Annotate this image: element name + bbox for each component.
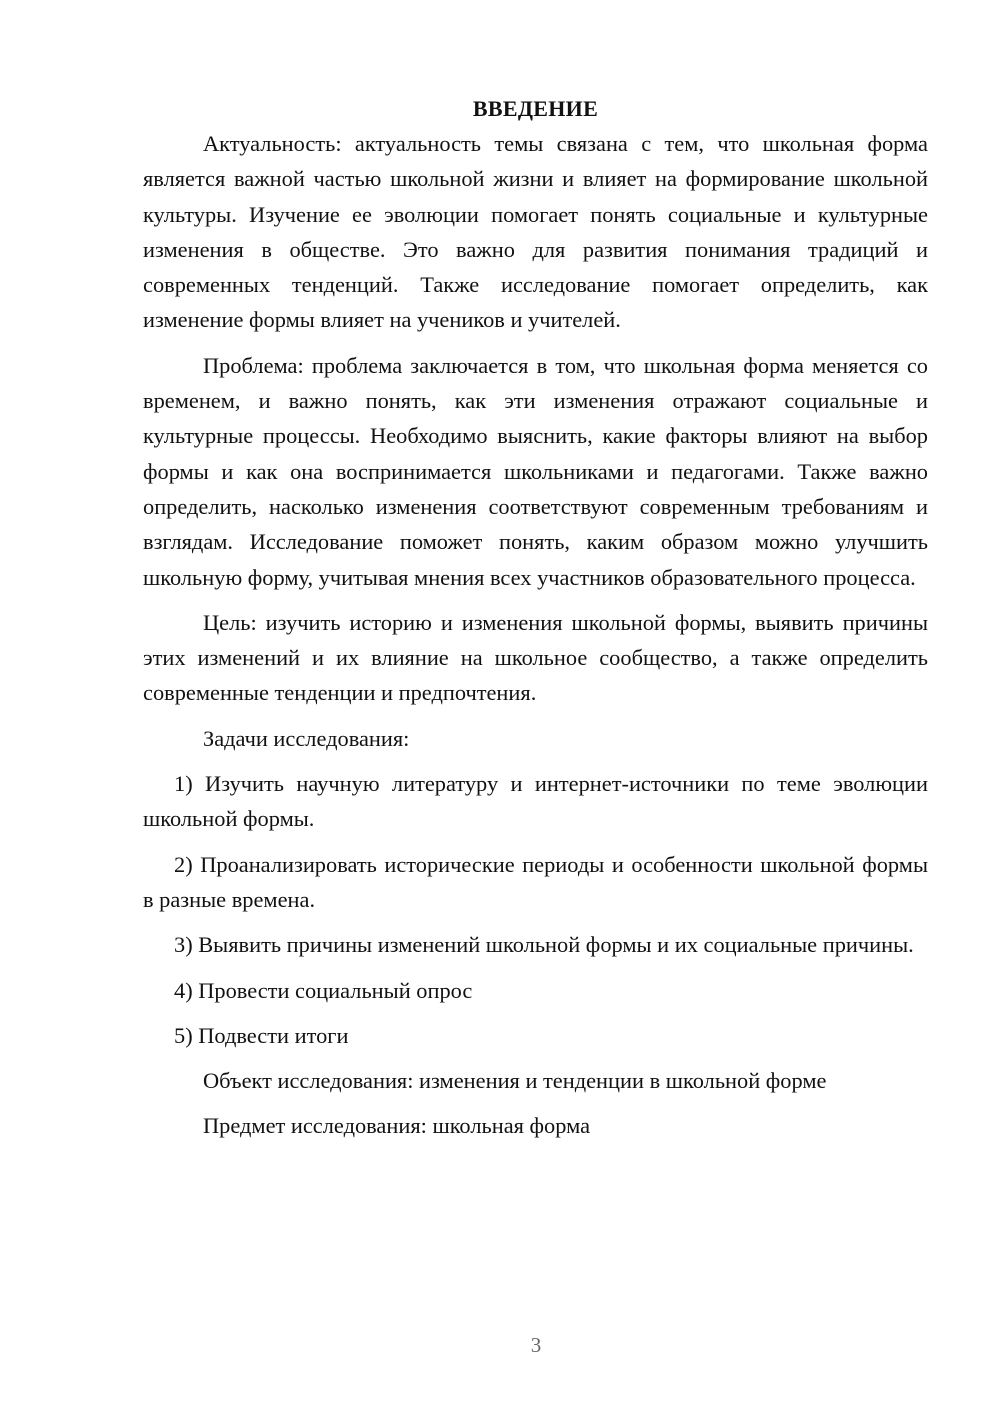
section-title: ВВЕДЕНИЕ (472, 96, 599, 121)
problem-paragraph: Проблема: проблема заключается в том, что школьная форма меняется со временем, и важно понять, как эти изменения отражают социальные и культурные процессы. Необходимо выяснить, какие факторы влияют на выбор формы и как она воспринимается школьниками и педагогами. Также важно определить, насколько изменения соответствуют современным требованиям и взглядам. Исследование поможет понять, каким образом можно улучшить школьную форму, учитывая мнения всех участников образовательного процесса. (143, 352, 928, 590)
relevance-paragraph: Актуальность: актуальность темы связана с тем, что школьная форма является важной частью школьной жизни и влияет на формирование школьной культуры. Изучение ее эволюции помогает понять социальные и культурные изменения в обществе. Это важно для развития понимания традиций и современных тенденций. Также исследование помогает определить, как изменение формы влияет на учеников и учителей. (143, 131, 928, 333)
task-item-4: 4) Провести социальный опрос (174, 977, 473, 1003)
goal-paragraph: Цель: изучить историю и изменения школьной формы, выявить причины этих изменений и их влияние на школьное сообщество, а также определить современные тенденции и предпочтения. (143, 609, 928, 706)
task-item-3: 3) Выявить причины изменений школьной формы и их социальные причины. (174, 932, 914, 958)
task-item-5: 5) Подвести итоги (174, 1022, 349, 1048)
research-subject: Предмет исследования: школьная форма (203, 1113, 591, 1139)
page-number: 3 (530, 1333, 542, 1357)
research-object: Объект исследования: изменения и тенденции в школьной форме (203, 1068, 827, 1094)
task-item-2: 2) Проанализировать исторические периоды и особенности школьной формы в разные времена. (143, 851, 928, 912)
document-page (143, 92, 928, 1154)
tasks-heading: Задачи исследования: (203, 725, 410, 751)
task-item-1: 1) Изучить научную литературу и интернет-источники по теме эволюции школьной формы. (143, 771, 928, 832)
